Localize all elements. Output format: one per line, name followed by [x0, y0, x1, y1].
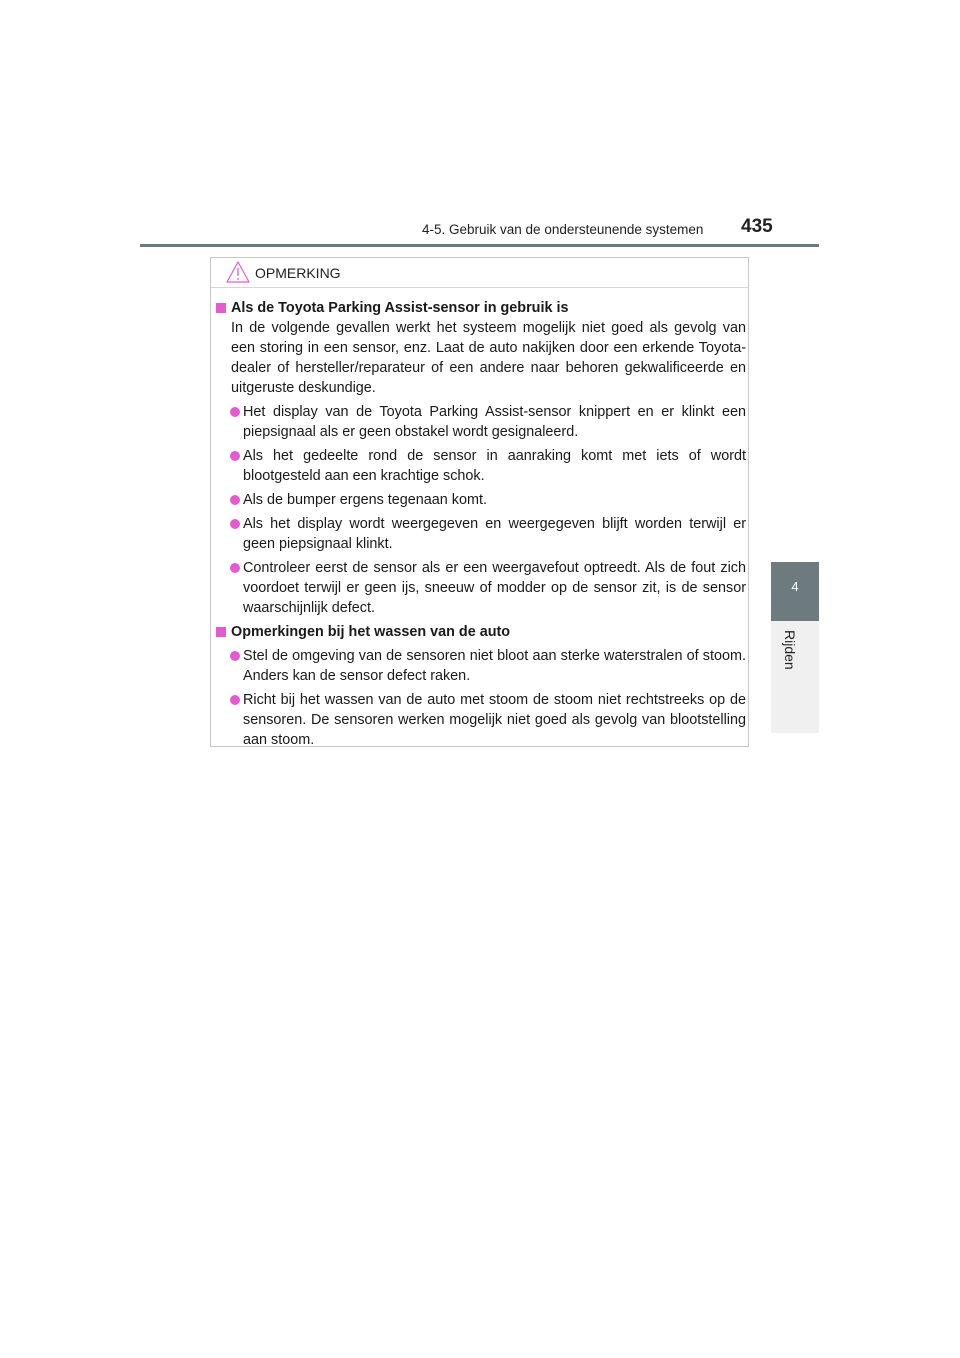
chapter-number-tab: 4: [771, 562, 819, 621]
round-bullet-icon: [230, 563, 240, 573]
round-bullet-icon: [230, 495, 240, 505]
section-title: 4-5. Gebruik van de ondersteunende systemen: [422, 222, 704, 237]
round-bullet-icon: [230, 695, 240, 705]
list-item: Het display van de Toyota Parking Assist-sensor knippert en er klinkt een piepsignaal als er geen obstakel wordt gesignaleerd.: [216, 402, 746, 442]
page-number: 435: [741, 216, 773, 237]
list-item: Controleer eerst de sensor als er een weergavefout optreedt. Als de fout zich voordoet terwijl er geen ijs, sneeuw of modder op de sensor zit, is de sensor waarschijnlijk defect.: [216, 558, 746, 618]
notice-content: [216, 298, 746, 750]
list-item: Als het gedeelte rond de sensor in aanraking komt met iets of wordt blootgesteld aan een krachtige schok.: [216, 446, 746, 486]
list-item: Als de bumper ergens tegenaan komt.: [216, 490, 746, 510]
square-bullet-icon: [216, 303, 226, 313]
section-heading: Opmerkingen bij het wassen van de auto: [216, 622, 746, 642]
chapter-label: Rijden: [782, 630, 798, 670]
section-intro: In de volgende gevallen werkt het systeem mogelijk niet goed als gevolg van een storing in een sensor, enz. Laat de auto nakijken door een erkende Toyota-dealer of hersteller/reparateur of een andere naar behoren gekwalificeerde en uitgeruste deskundige.: [231, 320, 746, 396]
round-bullet-icon: [230, 519, 240, 529]
square-bullet-icon: [216, 627, 226, 637]
notice-header: [211, 258, 748, 288]
round-bullet-icon: [230, 451, 240, 461]
section-heading: Als de Toyota Parking Assist-sensor in gebruik is: [216, 298, 746, 318]
list-item: Stel de omgeving van de sensoren niet bloot aan sterke waterstralen of stoom. Anders kan de sensor defect raken.: [216, 646, 746, 686]
notice-title: OPMERKING: [255, 265, 341, 281]
warning-triangle-icon: [225, 260, 251, 284]
notice-box: [210, 257, 749, 747]
header-divider: [140, 244, 819, 247]
list-item: Als het display wordt weergegeven en weergegeven blijft worden terwijl er geen piepsignaal klinkt.: [216, 514, 746, 554]
round-bullet-icon: [230, 407, 240, 417]
round-bullet-icon: [230, 651, 240, 661]
list-item: Richt bij het wassen van de auto met stoom de stoom niet rechtstreeks op de sensoren. De sensoren werken mogelijk niet goed als gevolg van blootstelling aan stoom.: [216, 690, 746, 750]
